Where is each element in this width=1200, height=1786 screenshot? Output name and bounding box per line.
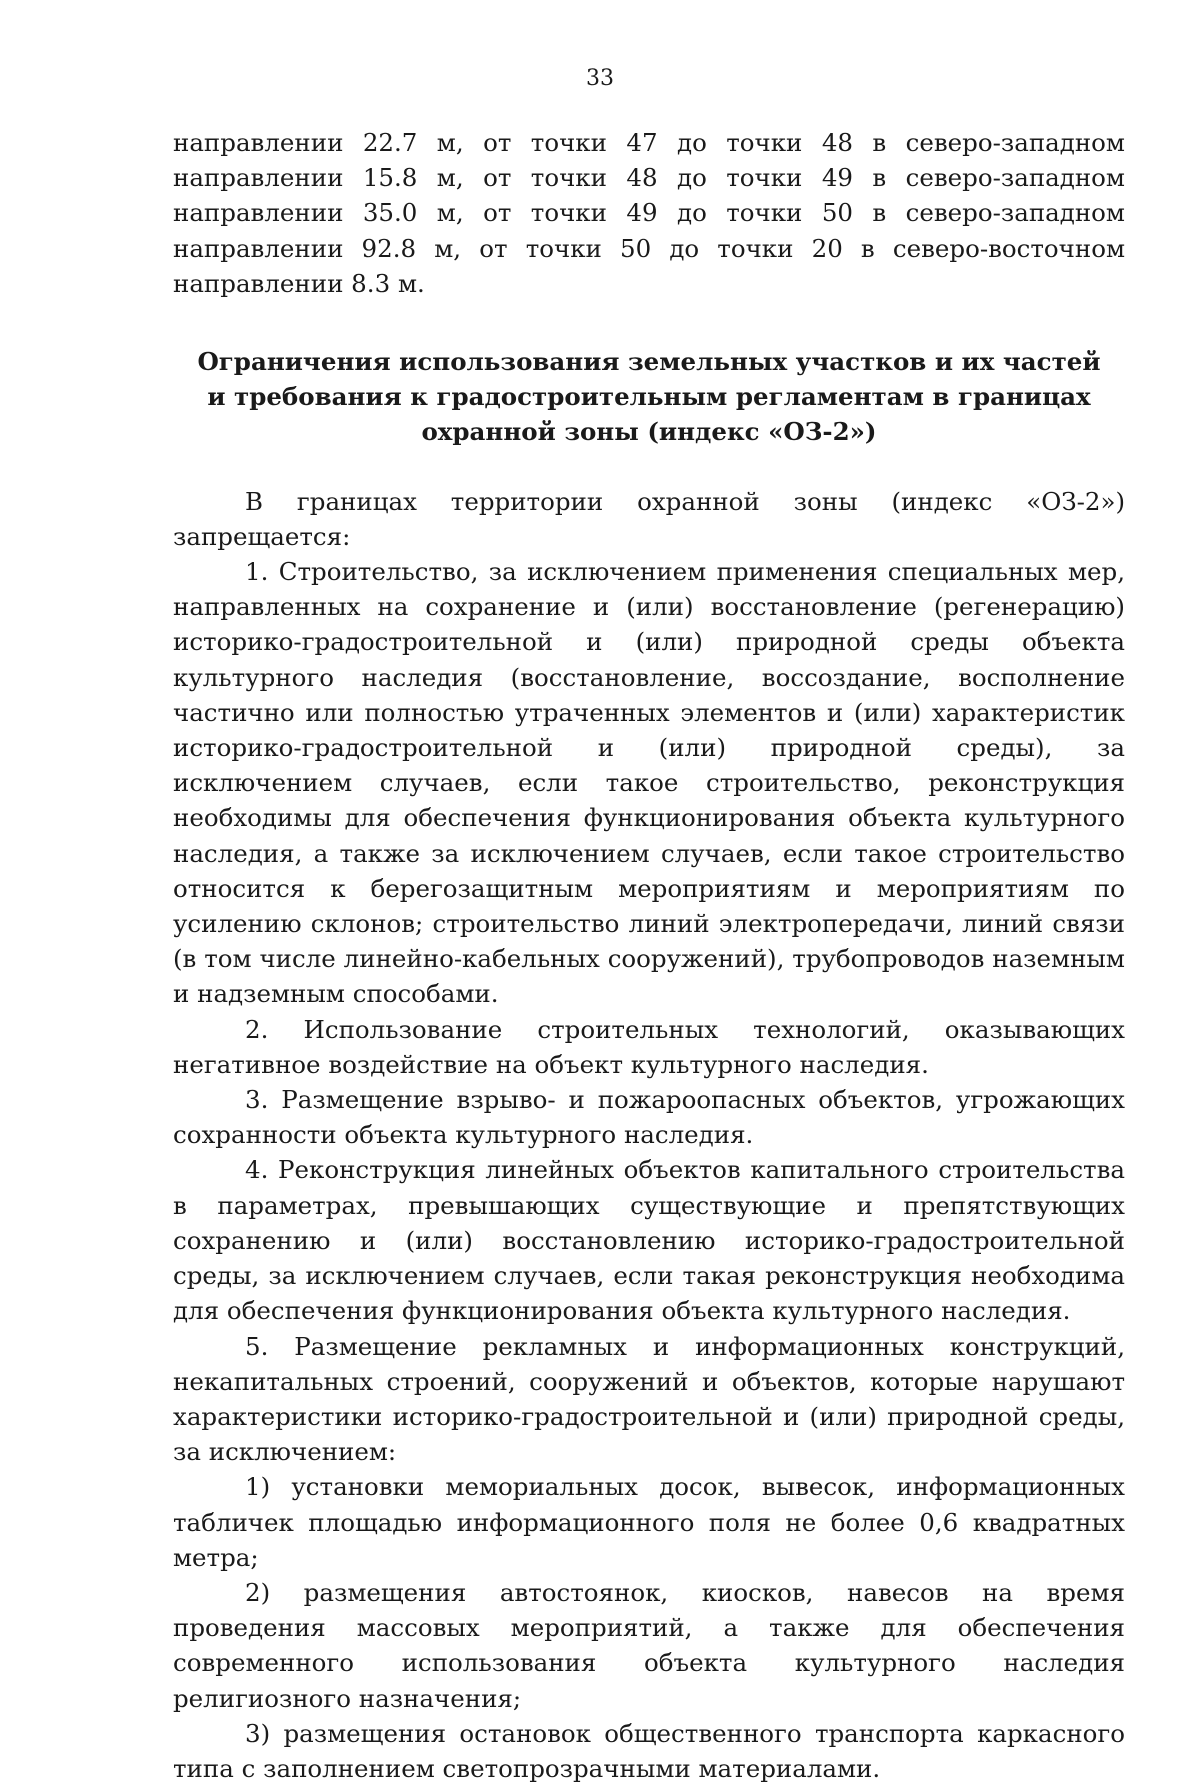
page-number: 33 [586, 66, 614, 91]
list-item-2: 2. Использование строительных технологий, оказывающих негативное воздействие на объект культурного наследия. [173, 1014, 1125, 1079]
list-item-4: 4. Реконструкция линейных объектов капитального строительства в параметрах, превышающих существующие и препятствующих сохранению и (или) восстановлению историко-градостроительной среды, за исключением случаев, если такая реконструкция необходима для обеспечения функционирования объекта культурного наследия. [173, 1155, 1125, 1326]
section-heading [173, 344, 1125, 450]
list-item-1: 1. Строительство, за исключением применения специальных мер, направленных на сохранение и (или) восстановление (регенерацию) историко-градостроительной и (или) природной среды объекта культурного наследия (восстановление, воссоздание, восполнение частично или полностью утраченных элементов и (или) характеристик историко-градостроительной и (или) природной среды), за исключением случаев, если такое строительство, реконструкция необходимы для обеспечения функционирования объекта культурного наследия, а также за исключением случаев, если такое строительство относится к берегозащитным мероприятиям и мероприятиям по усилению склонов; строительство линий электропередачи, линий связи (в том числе линейно-кабельных сооружений), трубопроводов наземным и надземным способами. [173, 557, 1125, 1009]
sub-item-2: 2) размещения автостоянок, киосков, навесов на время проведения массовых мероприятий, а также для обеспечения современного использования объекта культурного наследия религиозного назначения; [173, 1577, 1125, 1713]
section-heading-line: Ограничения использования земельных участков и их частей [197, 347, 1101, 377]
sub-item-1: 1) установки мемориальных досок, вывесок, информационных табличек площадью информационного поля не более 0,6 квадратных метра; [173, 1472, 1125, 1572]
section-heading-line: и требования к градостроительным регламентам в границах [207, 382, 1091, 412]
intro-paragraph: направлении 22.7 м, от точки 47 до точки 48 в северо-западном направлении 15.8 м, от точки 48 до точки 49 в северо-западном направлении 35.0 м, от точки 49 до точки 50 в северо-западном направлении 92.8 м, от точки 50 до точки 20 в северо-восточном направлении 8.3 м. [173, 128, 1125, 298]
document-body [173, 125, 1125, 1786]
sub-item-3: 3) размещения остановок общественного транспорта каркасного типа с заполнением светопрозрачными материалами. [173, 1718, 1125, 1783]
section-heading-line: охранной зоны (индекс «ОЗ-2») [421, 417, 877, 447]
list-item-3: 3. Размещение взрыво- и пожароопасных объектов, угрожающих сохранности объекта культурного наследия. [173, 1085, 1125, 1150]
lead-paragraph: В границах территории охранной зоны (индекс «ОЗ-2») запрещается: [173, 486, 1125, 551]
list-item-5: 5. Размещение рекламных и информационных конструкций, некапитальных строений, сооружений и объектов, которые нарушают характеристики историко-градостроительной и (или) природной среды, за исключением: [173, 1331, 1125, 1467]
